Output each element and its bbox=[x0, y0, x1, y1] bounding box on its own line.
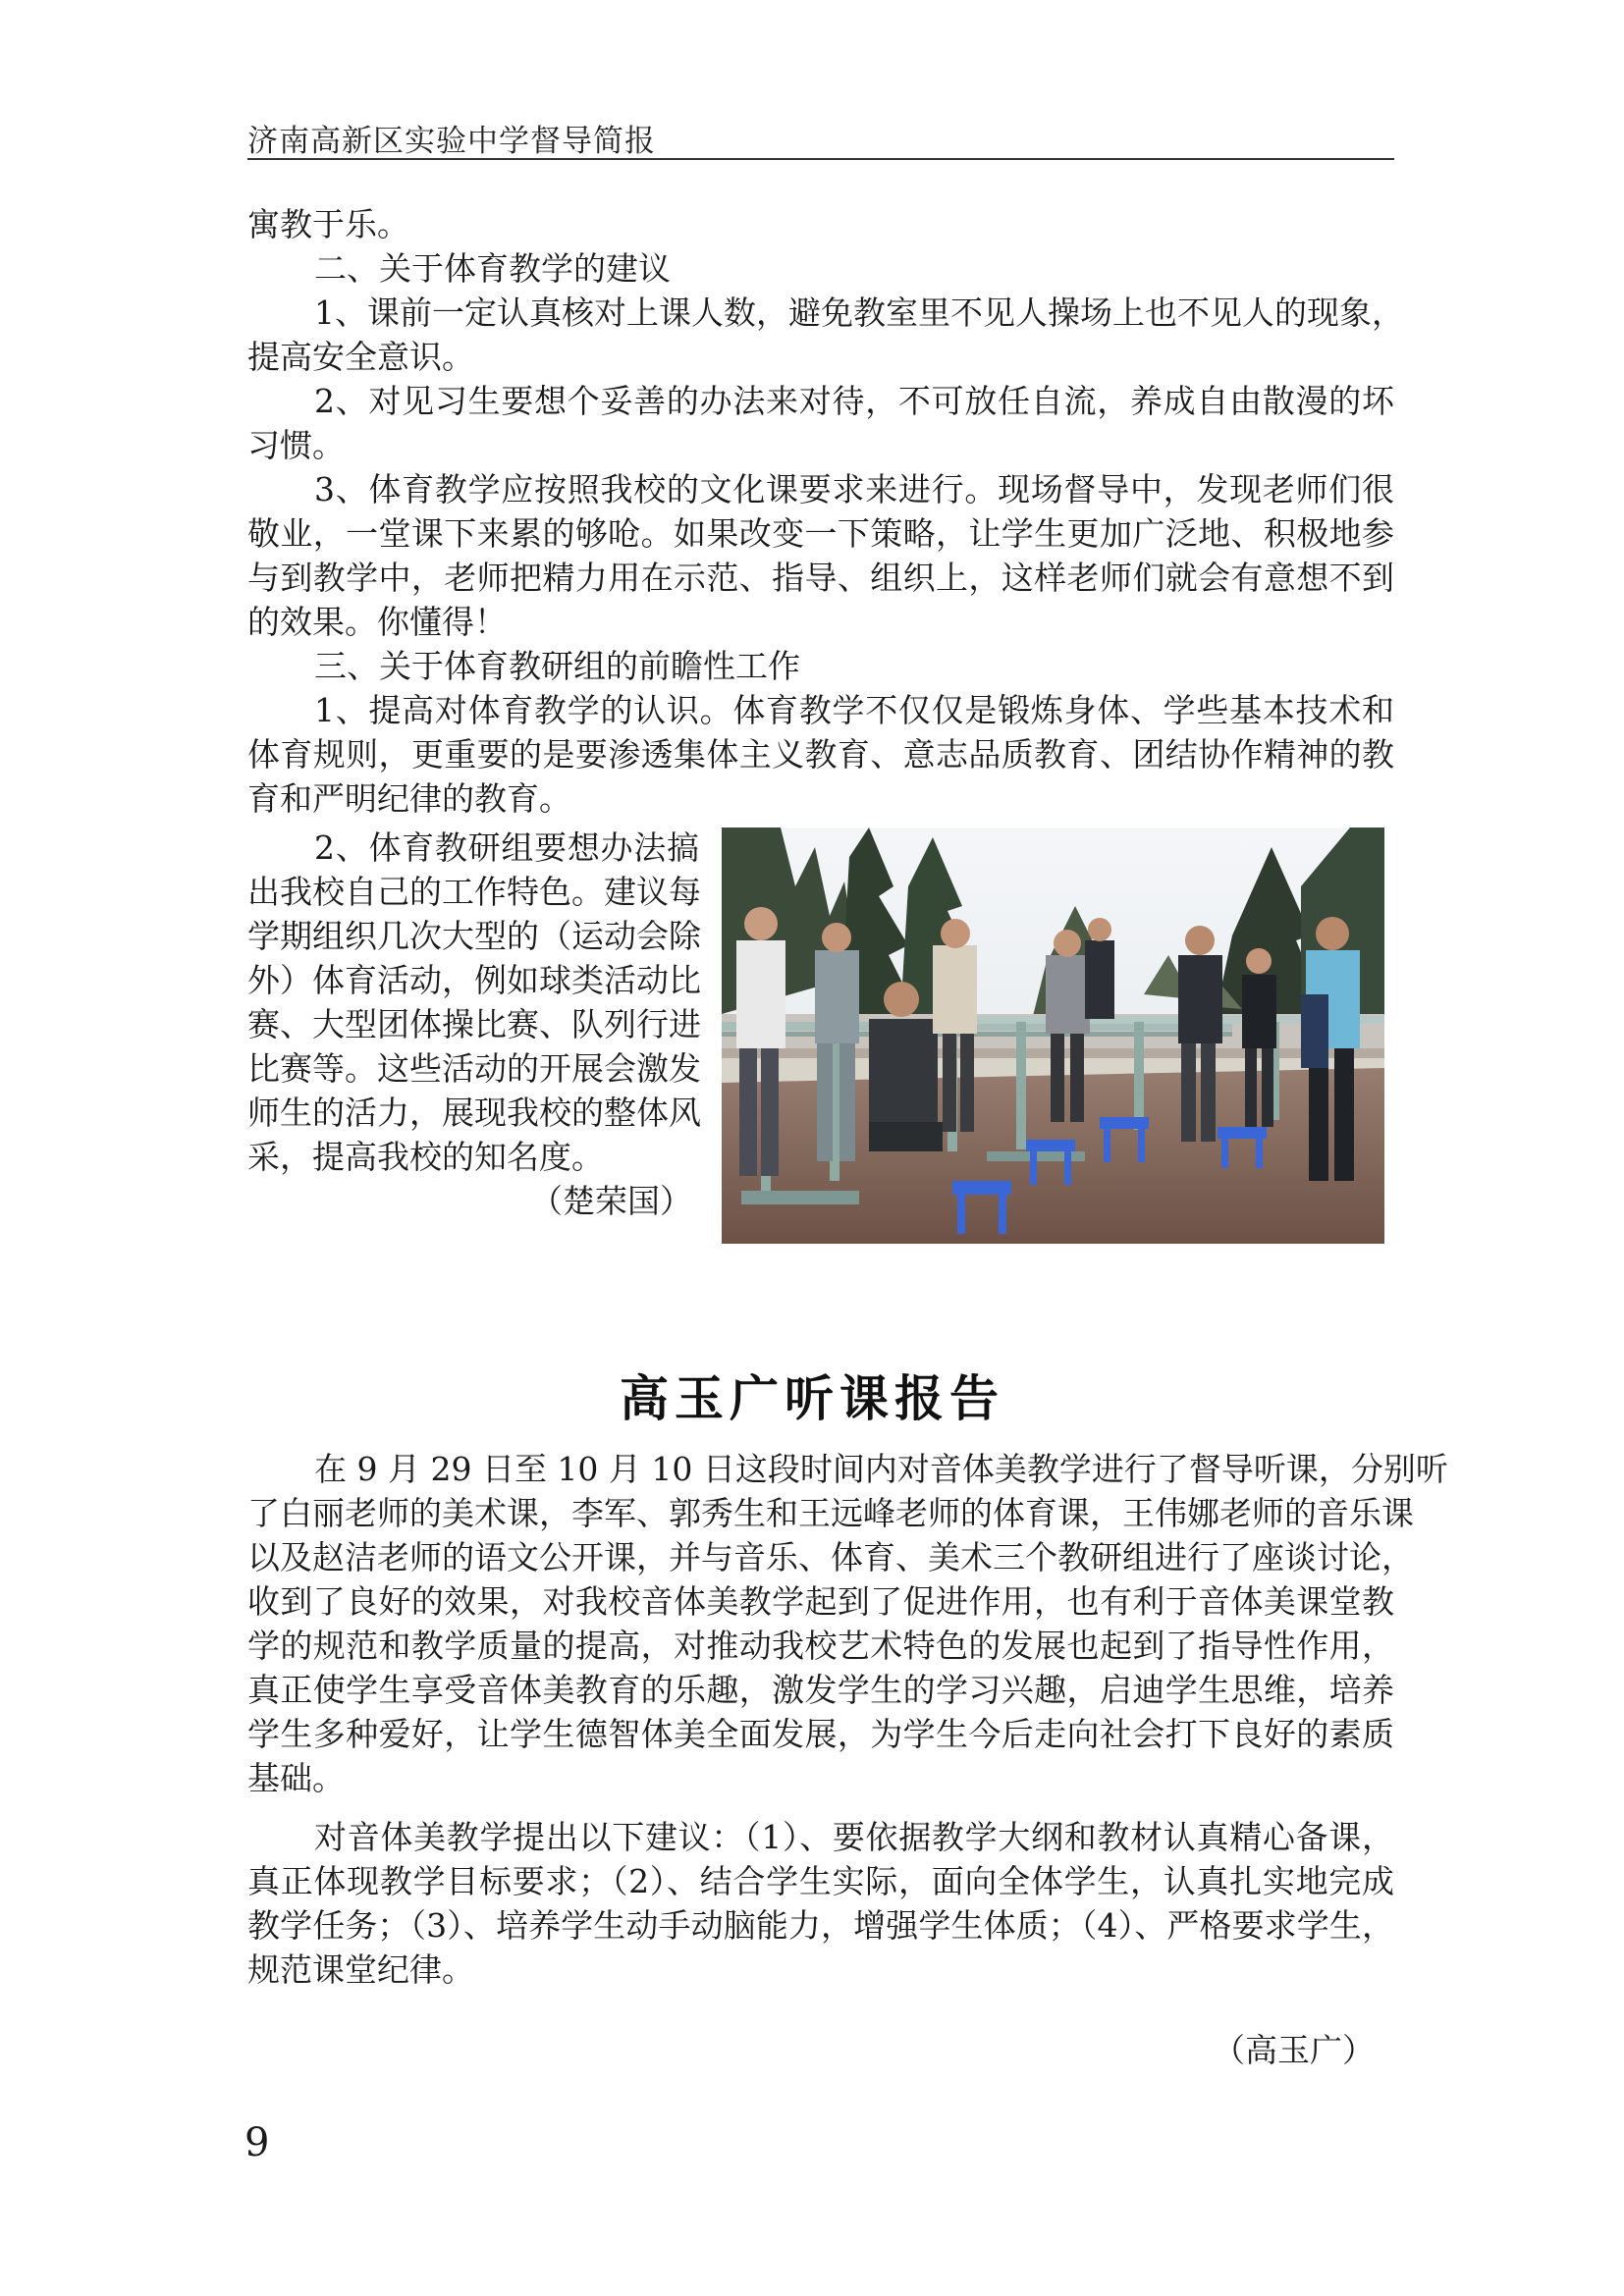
header-rule bbox=[247, 158, 1394, 160]
running-header: 济南高新区实验中学督导简报 bbox=[247, 124, 656, 159]
paragraph-line: 规范课堂纪律。 bbox=[247, 1950, 474, 1989]
paragraph-line: 真正体现教学目标要求；（2）、结合学生实际，面向全体学生，认真扎实地完成 bbox=[247, 1862, 1394, 1900]
section-heading: 三、关于体育教研组的前瞻性工作 bbox=[314, 647, 800, 685]
paragraph-line: 采，提高我校的知名度。 bbox=[247, 1138, 604, 1176]
paragraph-line: 体育规则，更重要的是要渗透集体主义教育、意志品质教育、团结协作精神的教 bbox=[247, 735, 1394, 774]
paragraph-line: 真正使学生享受音体美教育的乐趣，激发学生的学习兴趣，启迪学生思维，培养 bbox=[247, 1671, 1394, 1709]
paragraph-line: 学生多种爱好，让学生德智体美全面发展，为学生今后走向社会打下良好的素质 bbox=[247, 1715, 1394, 1753]
paragraph-line: 与到教学中，老师把精力用在示范、指导、组织上，这样老师们就会有意想不到 bbox=[247, 559, 1394, 597]
section-heading: 二、关于体育教学的建议 bbox=[314, 249, 671, 288]
paragraph-line: 教学任务；（3）、培养学生动手动脑能力，增强学生体质；（4）、严格要求学生， bbox=[247, 1906, 1394, 1945]
paragraph-line: 的效果。你懂得！ bbox=[247, 603, 507, 641]
paragraph-line: 出我校自己的工作特色。建议每 bbox=[247, 873, 701, 911]
paragraph-line: 在 9 月 29 日至 10 月 10 日这段时间内对音体美教学进行了督导听课，分别听 bbox=[314, 1450, 1448, 1488]
paragraph-line: 学的规范和教学质量的提高，对推动我校艺术特色的发展也起到了指导性作用， bbox=[247, 1627, 1394, 1665]
paragraph-line: 1、提高对体育教学的认识。体育教学不仅仅是锻炼身体、学些基本技术和 bbox=[314, 691, 1394, 729]
paragraph-line: 2、对见习生要想个妥善的办法来对待，不可放任自流，养成自由散漫的坏 bbox=[314, 382, 1394, 420]
article-title: 高玉广听课报告 bbox=[620, 1369, 1004, 1427]
paragraph-line: 育和严明纪律的教育。 bbox=[247, 779, 571, 818]
paragraph-line: 习惯。 bbox=[247, 426, 345, 464]
author-signature: （楚荣国） bbox=[530, 1182, 692, 1220]
paragraph-line: 1、课前一定认真核对上课人数，避免教室里不见人操场上也不见人的现象， bbox=[314, 294, 1404, 332]
author-signature: （高玉广） bbox=[1213, 2031, 1375, 2069]
paragraph-line: 赛、大型团体操比赛、队列行进 bbox=[247, 1005, 701, 1043]
paragraph-line: 外）体育活动，例如球类活动比 bbox=[247, 961, 701, 999]
photo-teachers-at-parallel-bars bbox=[722, 828, 1384, 1244]
page-number: 9 bbox=[244, 2120, 270, 2165]
paragraph-line: 基础。 bbox=[247, 1759, 345, 1797]
paragraph-line: 2、体育教研组要想办法搞 bbox=[314, 828, 699, 867]
paragraph-line: 敬业，一堂课下来累的够呛。如果改变一下策略，让学生更加广泛地、积极地参 bbox=[247, 514, 1394, 553]
paragraph-line: 收到了良好的效果，对我校音体美教学起到了促进作用，也有利于音体美课堂教 bbox=[247, 1582, 1394, 1621]
paragraph-line: 寓教于乐。 bbox=[247, 205, 409, 243]
paragraph-line: 比赛等。这些活动的开展会激发 bbox=[247, 1049, 701, 1088]
paragraph-line: 3、体育教学应按照我校的文化课要求来进行。现场督导中，发现老师们很 bbox=[314, 470, 1394, 508]
paragraph-line: 师生的活力，展现我校的整体风 bbox=[247, 1094, 701, 1132]
paragraph-line: 了白丽老师的美术课，李军、郭秀生和王远峰老师的体育课，王伟娜老师的音乐课 bbox=[247, 1494, 1414, 1532]
paragraph-line: 提高安全意识。 bbox=[247, 338, 474, 376]
paragraph-line: 以及赵洁老师的语文公开课，并与音乐、体育、美术三个教研组进行了座谈讨论， bbox=[247, 1538, 1414, 1576]
paragraph-line: 学期组织几次大型的（运动会除 bbox=[247, 917, 701, 955]
paragraph-line: 对音体美教学提出以下建议：（1）、要依据教学大纲和教材认真精心备课， bbox=[314, 1818, 1394, 1856]
